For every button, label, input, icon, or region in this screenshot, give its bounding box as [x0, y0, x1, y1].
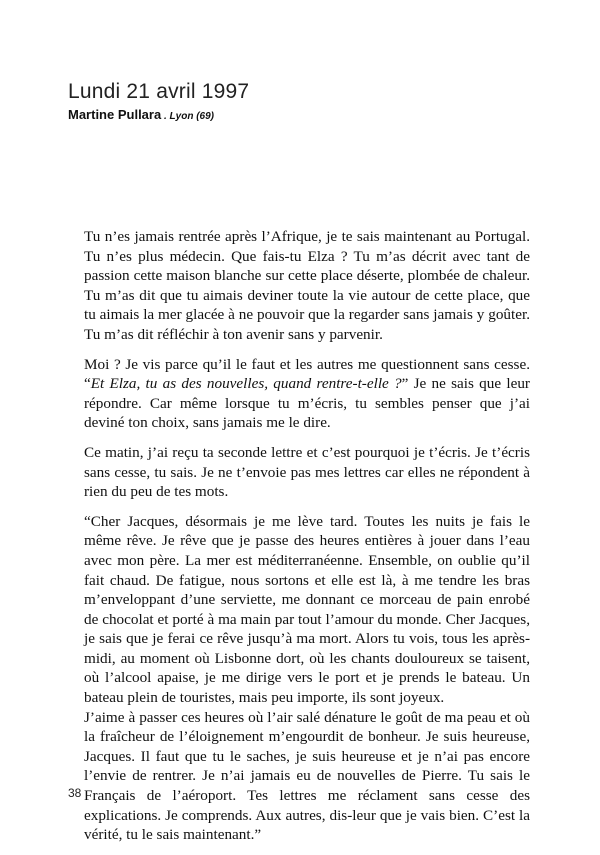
page-number: 38 [68, 786, 82, 800]
byline-separator: . [161, 111, 170, 122]
paragraph: Tu n’es jamais rentrée après l’Afrique, je te sais maintenant au Portugal. Tu n’es plus médecin. Que fais-tu Elza ? Tu m’as décrit avec tant de passion cette maison blanche sur cette place déserte, plombée de chaleur. Tu m’as dit que tu aimais deviner toute la vie autour de cette place, que tu aimais la mer glacée à ne pouvoir que la regarder sans jamais y goûter. Tu m’as dit réfléchir à ton avenir sans y parvenir. [84, 228, 530, 343]
author-location: Lyon (69) [169, 111, 214, 122]
paragraph: “Cher Jacques, désormais je me lève tard. Toutes les nuits je fais le même rêve. Je rêve que je passe des heures entières à jouer dans l’eau avec mon père. La mer est méditerranéenne. Ensemble, on oublie qu’il fait chaud. De fatigue, nous sortons et elle est là, à me tendre les bras m’enveloppant d’une serviette, me donnant ce morceau de pain enrobé de chocolat et porté à ma main par tout l’amour du monde. Cher Jacques, je sais que je ferai ce rêve jusqu’à ma mort. Alors tu vois, tous les après-midi, au moment où Lisbonne dort, où les chants douloureux se taisent, où l’alcool apaise, je me dirige vers le port et je prends le bateau. Un bateau plein de touristes, mais peu importe, ils sont joyeux. [84, 512, 530, 707]
entry-date: Lundi 21 avril 1997 [68, 80, 250, 103]
letter-body [84, 227, 530, 855]
author-name: Martine Pullara [68, 107, 162, 122]
paragraph: Ce matin, j’ai reçu ta seconde lettre et c’est pourquoi je t’écris. Je t’écris sans cesse, tu sais. Je ne t’envoie pas mes lettres car elles ne répondent à rien du peu de tes mots. [84, 443, 530, 501]
paragraph [84, 355, 530, 433]
paragraph: J’aime à passer ces heures où l’air salé dénature le goût de ma peau et où la fraîcheur de l’éloignement m’engourdit de bonheur. Je suis heureuse, Jacques. Il faut que tu le saches, je suis heureuse et je n’ai pas encore l’envie de rentrer. Je n’ai jamais eu de nouvelles de Pierre. Tu sais le Français de l’aéroport. Tes lettres me réclament sans cesse des explications. Je comprends. Aux autres, dis-leur que je vais bien. C’est la vérité, tu le sais maintenant.” [84, 708, 530, 844]
paragraph-text: Moi ? Je vis parce qu’il le faut et les autres me questionnent sans cesse. “ [84, 355, 530, 393]
byline [68, 107, 214, 122]
paragraph-text: ” Je ne sais que leur répondre. Car même lorsque tu m’écris, tu sembles penser que j’ai deviné ton choix, sans jamais me le dire. [84, 375, 530, 432]
quoted-question: Et Elza, tu as des nouvelles, quand rentre-t-elle ? [90, 375, 402, 393]
